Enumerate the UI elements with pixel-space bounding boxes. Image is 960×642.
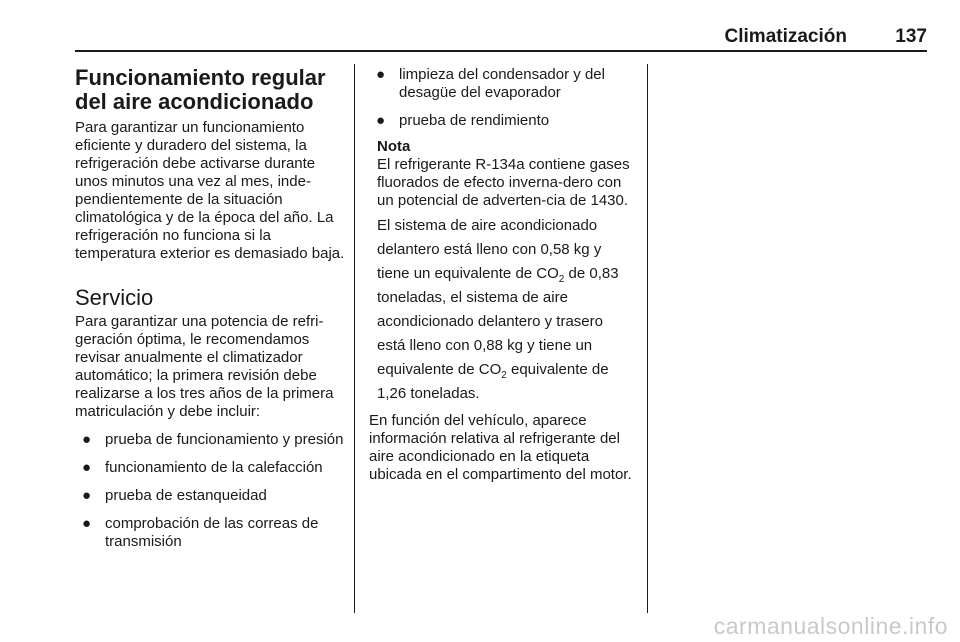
intro-paragraph: Para garantizar un funcionamiento eficiente y duradero del sistema, la refrigeración debe activarse durante unos minutos una vez al mes, inde-pendientemente de la situación climatológica y de la época del año. La refrigeración no funciona si la temperatura exterior es demasiado baja. — [75, 119, 345, 262]
watermark: carmanualsonline.info — [713, 613, 948, 639]
list-item: ● comprobación de las correas de transmisión — [82, 515, 319, 550]
page-header — [75, 22, 927, 50]
bullet-icon: ● — [82, 459, 92, 476]
section-title: Climatización — [724, 26, 847, 47]
bullet-icon: ● — [82, 515, 92, 532]
service-checklist-continued — [369, 66, 635, 130]
bullet-icon: ● — [82, 487, 92, 504]
left-column — [75, 66, 347, 551]
list-item: ● funcionamiento de la calefacción — [82, 459, 323, 476]
note-label: Nota — [377, 138, 411, 155]
bullet-icon: ● — [376, 112, 386, 129]
heading-regular-operation: Funcionamiento regular del aire acondicionado — [75, 65, 326, 114]
note-paragraph-refrigerant: El refrigerante R-134a contiene gases fluorados de efecto inverna-dero con un potencial de adverten-cia de 1430. — [377, 156, 630, 209]
note-box — [377, 138, 635, 406]
column-divider-right — [647, 64, 648, 613]
page-number: 137 — [895, 26, 927, 47]
list-item: ● prueba de funcionamiento y presión — [82, 431, 344, 448]
right-column — [369, 66, 635, 484]
label-info-paragraph: En función del vehículo, aparece información relativa al refrigerante del aire acondicionado en la etiqueta ubicada en el compartimento del motor. — [369, 412, 632, 483]
list-item: ● prueba de estanqueidad — [82, 487, 267, 504]
service-paragraph: Para garantizar una potencia de refri-geración óptima, le recomendamos revisar anualmente el climatizador automático; la primera revisión debe realizarse a los tres años de la primera matriculación y debe incluir: — [75, 313, 334, 420]
header-rule — [75, 50, 927, 52]
bullet-icon: ● — [376, 66, 386, 83]
list-item: ● prueba de rendimiento — [376, 112, 550, 129]
service-checklist — [75, 431, 347, 551]
note-paragraph-charge: El sistema de aire acondicionado delantero está lleno con 0,58 kg y tiene un equivalente de $CO_2$ de 0,83 toneladas, el sistema de aire acondicionado delantero y trasero está lleno con 0,88 kg y tiene un equivalente de $CO_2$ equivalente de 1,26 toneladas. — [377, 217, 619, 402]
column-divider-left — [354, 64, 355, 613]
heading-service: Servicio — [75, 285, 154, 310]
bullet-icon: ● — [82, 431, 92, 448]
list-item: ● limpieza del condensador y del desagüe del evaporador — [376, 66, 605, 101]
